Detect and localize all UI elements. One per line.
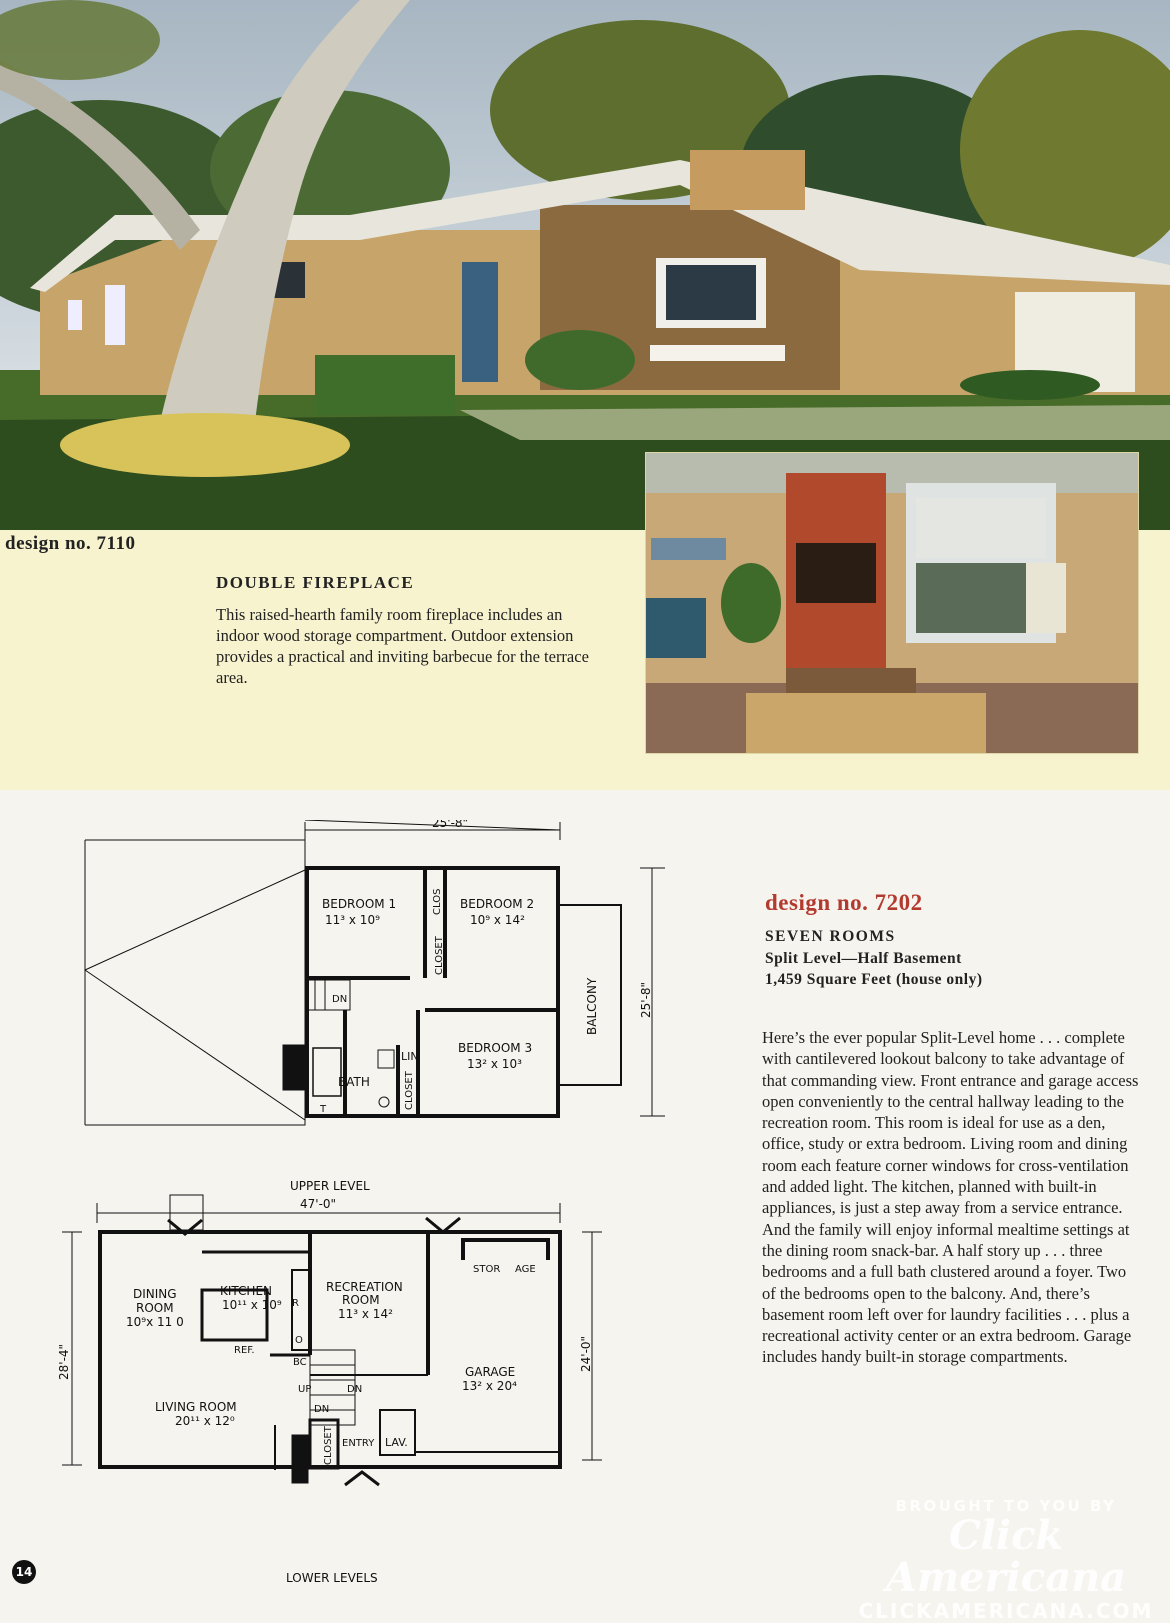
bc-label: BC	[293, 1357, 307, 1368]
lower-width-dim: 47'-0"	[300, 1197, 337, 1211]
dn-label-upper: DN	[332, 994, 348, 1005]
house-type: Split Level—Half Basement	[765, 950, 962, 967]
dining-label: DINING	[133, 1287, 177, 1301]
dining-label-2: ROOM	[136, 1301, 174, 1315]
floor-plans	[0, 820, 720, 1600]
recreation-label: RECREATION	[326, 1280, 403, 1294]
page-number: 14	[12, 1560, 36, 1584]
kitchen-size: 10¹¹ x 10⁹	[222, 1298, 282, 1312]
recreation-label-2: ROOM	[342, 1293, 380, 1307]
clos-label: CLOS	[432, 888, 443, 915]
bedroom3-label: BEDROOM 3	[458, 1041, 533, 1055]
fireplace-heading: DOUBLE FIREPLACE	[216, 573, 415, 592]
dn-label-lower-2: DN	[314, 1404, 330, 1415]
up-label: UP	[298, 1384, 312, 1395]
top-panel	[0, 0, 1170, 790]
design-number-7110: design no. 7110	[5, 533, 136, 554]
family-room-illustration	[645, 452, 1139, 754]
upper-width-dim: 25'-8"	[432, 820, 469, 830]
bedroom1-label: BEDROOM 1	[322, 897, 397, 911]
upper-level-plan	[85, 820, 665, 1125]
closet2-label-upper: CLOSET	[404, 1071, 415, 1110]
balcony-label: BALCONY	[585, 977, 599, 1035]
lav-label: LAV.	[385, 1436, 408, 1449]
bath-label: BATH	[338, 1075, 370, 1089]
design-description: Here’s the ever popular Split-Level home . . . complete with cantilevered lookout balcony to take advantage of that commanding view. Front entrance and garage access open conveniently to the central hallway leading to the recreation room. This room is ideal for use as a den, office, study or extra bedroom. Living room and dining room each feature corner windows for cross-ventilation and added light. The kitchen, planned with built-in appliances, is just a step away from a service entrance. And the family will enjoy informal mealtime settings at the dining room snack-bar. A half story up . . . three bedrooms and a full bath clustered around a foyer. Two of the bedrooms open to the balcony. And, there’s basement room left over for laundry facilities . . . plus a recreational activity center or an extra bedroom. Garage includes handy built-in storage compartments.	[762, 1028, 1139, 1367]
garage-label: GARAGE	[465, 1365, 516, 1379]
dn-label-lower: DN	[347, 1384, 363, 1395]
range-label: R	[292, 1298, 299, 1309]
fireplace-description: This raised-hearth family room fireplace includes an indoor wood storage compartment. Outdoor extension provides a practical and inviting barbecue for the terrace area.	[216, 605, 589, 687]
dining-size: 10⁹x 11 0	[126, 1315, 184, 1329]
upper-depth-dim: 25'-8"	[639, 981, 653, 1018]
watermark	[846, 1497, 1166, 1623]
entry-label: ENTRY	[342, 1438, 375, 1449]
garage-size: 13² x 20⁴	[462, 1379, 517, 1393]
living-room-label: LIVING ROOM	[155, 1400, 237, 1414]
bedroom2-size: 10⁹ x 14²	[470, 913, 525, 927]
bedroom3-size: 13² x 10³	[467, 1057, 522, 1071]
lower-depth-right: 24'-0"	[579, 1335, 593, 1372]
design-number-7202: design no. 7202	[765, 890, 923, 915]
closet-label-lower: CLOSET	[323, 1426, 334, 1465]
watermark-logo: Click Americana	[885, 1512, 1127, 1601]
bedroom2-label: BEDROOM 2	[460, 897, 535, 911]
room-count: SEVEN ROOMS	[765, 928, 896, 945]
lower-levels-caption: LOWER LEVELS	[286, 1571, 378, 1585]
storage-label-2: AGE	[515, 1264, 536, 1275]
upper-level-caption: UPPER LEVEL	[290, 1179, 370, 1193]
closet-label-upper: CLOSET	[434, 936, 445, 975]
recreation-size: 11³ x 14²	[338, 1307, 393, 1321]
lin-label: LIN	[401, 1050, 419, 1063]
kitchen-label: KITCHEN	[220, 1284, 272, 1298]
watermark-line-1: BROUGHT TO YOU BY	[895, 1497, 1117, 1515]
ref-label: REF.	[234, 1345, 255, 1356]
storage-label-1: STOR	[473, 1264, 501, 1275]
bedroom1-size: 11³ x 10⁹	[325, 913, 380, 927]
oven-label: O	[295, 1335, 303, 1346]
house-illustration	[0, 0, 1170, 530]
lower-depth-left: 28'-4"	[57, 1343, 71, 1380]
square-footage: 1,459 Square Feet (house only)	[765, 971, 983, 988]
watermark-url: CLICKAMERICANA.COM	[858, 1599, 1154, 1623]
toilet-label: T	[320, 1104, 327, 1115]
living-room-size: 20¹¹ x 12⁰	[175, 1414, 235, 1428]
